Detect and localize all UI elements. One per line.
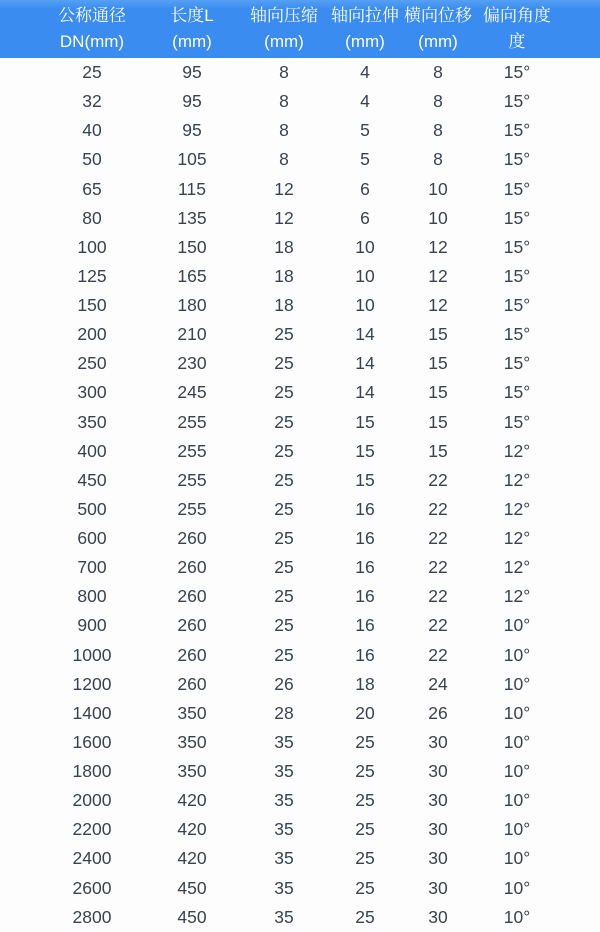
table-cell: 1600 [72, 731, 112, 752]
table-cell: 6 [360, 207, 370, 228]
spacer-cell [0, 903, 40, 932]
table-cell: 100 [77, 236, 107, 257]
spacer-cell [0, 233, 40, 262]
table-cell: 1200 [72, 673, 112, 694]
table-cell: 15° [503, 149, 531, 170]
table-cell: 25 [355, 819, 375, 840]
column-header-line2: (mm) [345, 32, 385, 51]
column-header-line2: 度 [508, 32, 526, 51]
table-cell: 25 [274, 469, 294, 490]
table-cell: 8 [279, 91, 289, 112]
table-cell: 8 [433, 149, 443, 170]
table-cell: 35 [274, 790, 294, 811]
table-cell: 245 [177, 382, 207, 403]
table-body [0, 58, 600, 932]
table-cell: 12 [428, 265, 448, 286]
spacer-cell [560, 582, 600, 611]
table-cell: 800 [77, 586, 107, 607]
spacer-cell [560, 437, 600, 466]
table-cell: 210 [177, 324, 207, 345]
table-cell: 10° [503, 819, 531, 840]
table-cell: 15 [428, 440, 448, 461]
table-cell: 16 [355, 586, 375, 607]
table-row [0, 87, 600, 116]
table-cell: 22 [428, 528, 448, 549]
table-row [0, 611, 600, 640]
spacer-cell [560, 874, 600, 903]
table-cell: 15 [428, 324, 448, 345]
table-cell: 10° [503, 702, 531, 723]
table-row [0, 320, 600, 349]
table-cell: 25 [274, 440, 294, 461]
table-cell: 2200 [72, 819, 112, 840]
table-cell: 10° [503, 731, 531, 752]
table-cell: 25 [274, 528, 294, 549]
spacer-cell [0, 58, 40, 87]
spacer-cell [560, 145, 600, 174]
table-cell: 8 [433, 120, 443, 141]
spacer-cell [560, 175, 600, 204]
table-cell: 22 [428, 586, 448, 607]
table-cell: 15 [428, 382, 448, 403]
table-cell: 1800 [72, 761, 112, 782]
table-cell: 10° [503, 790, 531, 811]
spacer-cell [0, 699, 40, 728]
table-cell: 25 [274, 615, 294, 636]
table-cell: 350 [177, 731, 207, 752]
table-cell: 260 [177, 586, 207, 607]
table-cell: 260 [177, 644, 207, 665]
table-cell: 16 [355, 644, 375, 665]
table-cell: 12° [503, 469, 531, 490]
spacer-cell [0, 874, 40, 903]
spacer-cell [0, 786, 40, 815]
table-cell: 115 [178, 178, 206, 199]
table-cell: 30 [428, 731, 448, 752]
table-cell: 10 [428, 207, 448, 228]
table-cell: 15 [355, 440, 375, 461]
spacer-cell [560, 757, 600, 786]
table-cell: 30 [428, 790, 448, 811]
spacer-cell [0, 670, 40, 699]
table-row [0, 757, 600, 786]
table-row [0, 641, 600, 670]
table-cell: 15° [503, 207, 531, 228]
table-row [0, 582, 600, 611]
spacer-cell [0, 728, 40, 757]
table-cell: 15° [503, 265, 531, 286]
table-cell: 10° [503, 673, 531, 694]
table-row [0, 349, 600, 378]
table-cell: 14 [355, 353, 375, 374]
spacer-cell [560, 699, 600, 728]
table-cell: 180 [177, 295, 207, 316]
table-cell: 32 [82, 91, 102, 112]
table-row [0, 175, 600, 204]
table-cell: 900 [77, 615, 107, 636]
table-cell: 30 [428, 848, 448, 869]
table-cell: 15° [503, 91, 531, 112]
table-cell: 420 [177, 819, 207, 840]
table-cell: 35 [274, 731, 294, 752]
table-row [0, 437, 600, 466]
table-cell: 95 [182, 120, 202, 141]
table-cell: 260 [177, 673, 207, 694]
table-cell: 12° [503, 557, 531, 578]
spacer-cell [0, 378, 40, 407]
table-cell: 15° [503, 353, 531, 374]
spacer-cell [0, 641, 40, 670]
table-cell: 255 [177, 440, 207, 461]
table-cell: 15 [428, 353, 448, 374]
column-header-6 [474, 0, 560, 58]
spacer-cell [0, 582, 40, 611]
table-cell: 12 [274, 178, 294, 199]
spacer-cell [0, 349, 40, 378]
table-row [0, 262, 600, 291]
table-cell: 26 [274, 673, 294, 694]
table-cell: 12 [274, 207, 294, 228]
table-cell: 12° [503, 498, 531, 519]
spacer-cell [0, 320, 40, 349]
spacer-cell [0, 204, 40, 233]
table-cell: 450 [177, 877, 207, 898]
table-row [0, 408, 600, 437]
spacer-cell [560, 495, 600, 524]
table-row [0, 145, 600, 174]
spacer-cell [0, 145, 40, 174]
table-cell: 500 [77, 498, 107, 519]
table-row [0, 903, 600, 932]
spacer-cell [560, 291, 600, 320]
table-cell: 25 [355, 906, 375, 927]
table-cell: 165 [177, 265, 207, 286]
table-cell: 600 [77, 528, 107, 549]
spacer-cell [0, 466, 40, 495]
table-cell: 400 [77, 440, 107, 461]
table-row [0, 291, 600, 320]
table-cell: 25 [274, 557, 294, 578]
spacer-cell [560, 466, 600, 495]
table-cell: 10° [503, 761, 531, 782]
table-cell: 25 [274, 498, 294, 519]
table-cell: 35 [274, 906, 294, 927]
table-cell: 18 [355, 673, 375, 694]
table-cell: 350 [177, 761, 207, 782]
spacer-cell [560, 815, 600, 844]
table-cell: 25 [355, 790, 375, 811]
table-cell: 10 [355, 236, 375, 257]
table-cell: 12 [428, 295, 448, 316]
table-cell: 24 [428, 673, 448, 694]
spacer-cell [0, 495, 40, 524]
table-cell: 4 [360, 91, 370, 112]
table-cell: 95 [182, 62, 202, 83]
table-cell: 10 [355, 295, 375, 316]
table-cell: 25 [274, 382, 294, 403]
table-cell: 22 [428, 557, 448, 578]
table-cell: 35 [274, 848, 294, 869]
table-cell: 15 [355, 411, 375, 432]
table-cell: 2600 [72, 877, 112, 898]
spacer-cell [0, 291, 40, 320]
table-cell: 150 [177, 236, 207, 257]
table-cell: 30 [428, 906, 448, 927]
table-cell: 2000 [72, 790, 112, 811]
table-cell: 300 [77, 382, 107, 403]
column-header-line2: (mm) [264, 32, 304, 51]
spacer-cell [0, 175, 40, 204]
spacer-cell [560, 611, 600, 640]
table-row [0, 58, 600, 87]
table-cell: 1400 [72, 702, 112, 723]
table-cell: 125 [77, 265, 107, 286]
column-header-line1: 偏向角度 [483, 6, 551, 25]
spacer-cell [560, 116, 600, 145]
spacer-cell [560, 204, 600, 233]
table-row [0, 524, 600, 553]
table-cell: 12° [503, 586, 531, 607]
table-cell: 255 [177, 469, 207, 490]
table-cell: 18 [274, 295, 294, 316]
table-cell: 10° [503, 906, 531, 927]
spacer-cell [560, 320, 600, 349]
spacer-cell [0, 0, 40, 58]
spacer-cell [0, 437, 40, 466]
table-cell: 1000 [72, 644, 112, 665]
table-cell: 8 [433, 91, 443, 112]
table-cell: 22 [428, 469, 448, 490]
column-header-line2: DN(mm) [59, 32, 125, 51]
table-cell: 25 [355, 761, 375, 782]
table-cell: 10 [428, 178, 448, 199]
table-row [0, 728, 600, 757]
table-cell: 15° [503, 295, 531, 316]
table-row [0, 699, 600, 728]
table-cell: 15° [503, 178, 531, 199]
table-cell: 25 [274, 644, 294, 665]
table-cell: 230 [177, 353, 207, 374]
table-cell: 420 [177, 790, 207, 811]
table-cell: 2800 [72, 906, 112, 927]
table-cell: 255 [177, 498, 207, 519]
table-cell: 15° [503, 120, 531, 141]
table-cell: 40 [82, 120, 102, 141]
spacer-cell [560, 524, 600, 553]
table-cell: 26 [428, 702, 448, 723]
table-cell: 15° [503, 411, 531, 432]
table-cell: 16 [355, 615, 375, 636]
table-cell: 10° [503, 615, 531, 636]
table-cell: 80 [82, 207, 102, 228]
table-cell: 30 [428, 877, 448, 898]
table-row [0, 844, 600, 873]
table-row [0, 204, 600, 233]
table-cell: 15° [503, 382, 531, 403]
table-cell: 135 [177, 207, 207, 228]
spacer-cell [0, 553, 40, 582]
table-cell: 30 [428, 819, 448, 840]
column-header-2 [144, 0, 240, 58]
table-cell: 16 [355, 557, 375, 578]
column-header-line1: 长度L [170, 6, 214, 25]
spacer-cell [560, 349, 600, 378]
table-cell: 15 [355, 469, 375, 490]
column-header-line1: 轴向拉伸 [331, 6, 399, 25]
table-row [0, 495, 600, 524]
table-cell: 250 [77, 353, 107, 374]
table-cell: 105 [177, 149, 207, 170]
table-cell: 95 [182, 91, 202, 112]
spacer-cell [560, 786, 600, 815]
spacer-cell [560, 903, 600, 932]
table-cell: 22 [428, 615, 448, 636]
table-cell: 450 [77, 469, 107, 490]
spacer-cell [0, 87, 40, 116]
table-cell: 14 [355, 382, 375, 403]
table-cell: 4 [360, 62, 370, 83]
table-cell: 25 [274, 353, 294, 374]
table-cell: 25 [274, 586, 294, 607]
table-cell: 255 [177, 411, 207, 432]
table-cell: 25 [355, 877, 375, 898]
column-header-line2: (mm) [418, 32, 458, 51]
table-cell: 8 [279, 149, 289, 170]
table-row [0, 553, 600, 582]
spacer-cell [560, 262, 600, 291]
table-cell: 2400 [72, 848, 112, 869]
table-cell: 150 [77, 295, 107, 316]
table-row [0, 116, 600, 145]
spacer-cell [560, 844, 600, 873]
table-cell: 20 [355, 702, 375, 723]
table-cell: 12 [428, 236, 448, 257]
spacer-cell [560, 553, 600, 582]
table-cell: 12° [503, 440, 531, 461]
table-row [0, 786, 600, 815]
table-cell: 450 [177, 906, 207, 927]
table-cell: 35 [274, 877, 294, 898]
table-cell: 350 [77, 411, 107, 432]
table-cell: 420 [177, 848, 207, 869]
table-cell: 25 [274, 411, 294, 432]
table-cell: 5 [360, 149, 370, 170]
table-cell: 350 [177, 702, 207, 723]
table-row [0, 466, 600, 495]
table-cell: 8 [279, 62, 289, 83]
spacer-cell [0, 524, 40, 553]
table-cell: 12° [503, 528, 531, 549]
table-cell: 260 [177, 615, 207, 636]
table-cell: 260 [177, 557, 207, 578]
table-cell: 8 [433, 62, 443, 83]
table-cell: 15° [503, 236, 531, 257]
table-row [0, 815, 600, 844]
table-cell: 6 [360, 178, 370, 199]
column-header-4 [328, 0, 402, 58]
table-cell: 5 [360, 120, 370, 141]
table-cell: 260 [177, 528, 207, 549]
table-cell: 8 [279, 120, 289, 141]
spacer-cell [0, 262, 40, 291]
column-header-line1: 公称通径 [58, 6, 126, 25]
table-cell: 18 [274, 265, 294, 286]
column-header-1 [40, 0, 144, 58]
table-cell: 16 [355, 498, 375, 519]
spacer-cell [0, 408, 40, 437]
table-cell: 700 [77, 557, 107, 578]
spacer-cell [560, 670, 600, 699]
table-cell: 15° [503, 324, 531, 345]
table-cell: 25 [355, 848, 375, 869]
spacer-cell [0, 611, 40, 640]
table-cell: 14 [355, 324, 375, 345]
table-cell: 22 [428, 498, 448, 519]
table-cell: 30 [428, 761, 448, 782]
spacer-cell [560, 378, 600, 407]
table-cell: 10 [355, 265, 375, 286]
column-header-line2: (mm) [172, 32, 212, 51]
spacer-cell [560, 87, 600, 116]
column-header-3 [240, 0, 328, 58]
spacer-cell [560, 58, 600, 87]
spacer-cell [560, 408, 600, 437]
spacer-cell [560, 728, 600, 757]
table-cell: 200 [77, 324, 107, 345]
spacer-cell [0, 844, 40, 873]
header-row [0, 0, 600, 58]
column-header-5 [402, 0, 474, 58]
spacer-cell [0, 815, 40, 844]
table-row [0, 233, 600, 262]
table-cell: 25 [355, 731, 375, 752]
table-cell: 22 [428, 644, 448, 665]
table-cell: 10° [503, 644, 531, 665]
spacer-cell [560, 641, 600, 670]
table-cell: 28 [274, 702, 294, 723]
table-row [0, 670, 600, 699]
table-cell: 15° [503, 62, 531, 83]
table-cell: 50 [82, 149, 102, 170]
column-header-line1: 轴向压缩 [250, 6, 318, 25]
table-header [0, 0, 600, 58]
spacer-cell [0, 116, 40, 145]
table-cell: 10° [503, 848, 531, 869]
table-cell: 18 [274, 236, 294, 257]
table-row [0, 378, 600, 407]
table-cell: 10° [503, 877, 531, 898]
table-cell: 25 [82, 62, 102, 83]
table-cell: 15 [428, 411, 448, 432]
table-cell: 25 [274, 324, 294, 345]
table-row [0, 874, 600, 903]
table-cell: 65 [82, 178, 102, 199]
table-cell: 35 [274, 819, 294, 840]
column-header-line1: 横向位移 [404, 6, 472, 25]
spacer-cell [560, 233, 600, 262]
table-cell: 35 [274, 761, 294, 782]
table-cell: 16 [355, 528, 375, 549]
spacer-cell [0, 757, 40, 786]
spacer-cell [560, 0, 600, 58]
